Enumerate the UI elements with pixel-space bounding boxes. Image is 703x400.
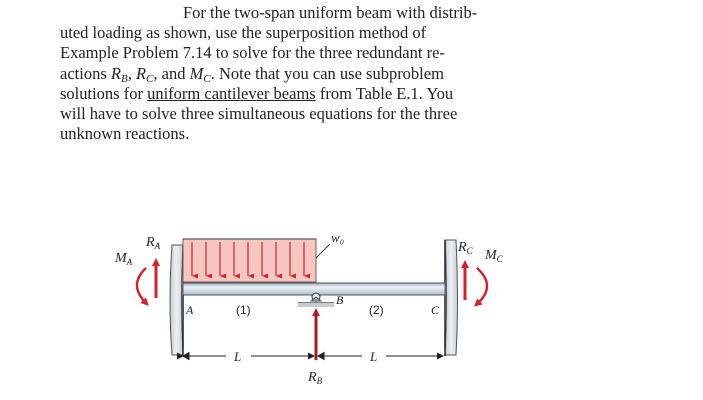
text-fragment: actions	[60, 63, 111, 83]
distributed-load	[183, 239, 330, 282]
text-fragment: solutions for	[60, 83, 148, 103]
problem-line-1: For the two-span uniform beam with distrib-	[183, 3, 478, 22]
problem-line-3: Example Problem 7.14 to solve for the three redundant re-	[60, 43, 445, 63]
span-1-label: (1)	[236, 303, 251, 317]
text-fragment: ,	[127, 63, 136, 83]
label-rb: $R_B$	[308, 370, 323, 386]
symbol-rc: R	[135, 63, 147, 83]
symbol-rb-sub: B	[120, 72, 128, 85]
moment-mc-arrow	[477, 268, 487, 304]
left-fixed-wall	[170, 245, 183, 356]
label-ma: $M_A$	[115, 251, 133, 267]
problem-line-2: uted loading as shown, use the superposition method of	[60, 23, 427, 43]
text-fragment: , and	[153, 63, 190, 83]
dimension-lines	[183, 310, 443, 360]
right-fixed-wall	[445, 240, 458, 356]
label-rc: $R_C$	[458, 240, 473, 256]
symbol-mc-sub: C	[203, 72, 211, 85]
moment-ma-arrow	[137, 268, 146, 303]
length-2-label: L	[370, 349, 378, 364]
length-1-label: L	[234, 349, 242, 364]
table-reference-link[interactable]: uniform cantilever beams	[147, 83, 316, 103]
point-b-label: B	[336, 293, 344, 307]
label-ra: $R_A$	[146, 235, 161, 251]
symbol-mc: M	[189, 63, 204, 83]
label-mc: $M_C$	[485, 248, 503, 264]
symbol-rc-sub: C	[146, 72, 154, 85]
point-a-label: A	[186, 303, 194, 317]
span-2-label: (2)	[369, 303, 384, 317]
problem-line-7: unknown reactions.	[60, 124, 190, 144]
text-fragment: from Table E.1. You	[315, 83, 454, 103]
text-fragment: . Note that you can use subproblem	[210, 63, 444, 83]
load-label: w₀	[331, 230, 345, 245]
symbol-rb: R	[110, 63, 121, 83]
problem-line-6: will have to solve three simultaneous equations for the three	[60, 104, 458, 124]
point-c-label: C	[431, 303, 440, 317]
